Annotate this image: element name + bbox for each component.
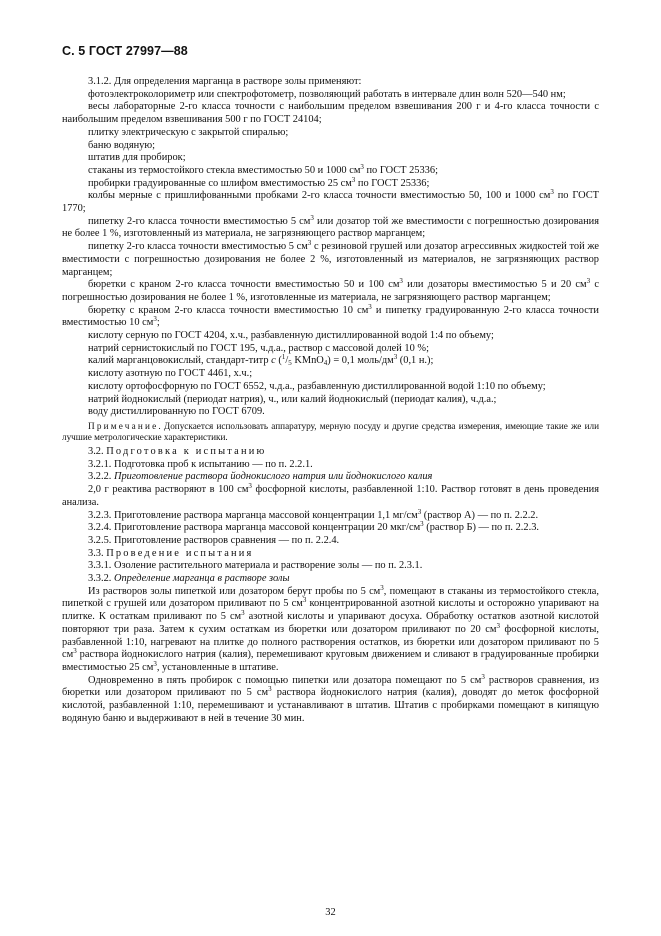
document-body xyxy=(62,76,599,725)
paragraph: пипетку 2-го класса точности вместимостью 5 $см^3$ с резиновой грушей или дозатор агрессивных жидкостей той же вместимости с погрешностью дозирования не более 2 %, изготовленный из материалов, не загрязняющих раствор марганцем; xyxy=(62,239,599,278)
paragraph: весы лабораторные 2-го класса точности с наибольшим пределом взвешивания 200 г и 4-го класса точности с наибольшим пределом взвешивания 500 г по ГОСТ 24104; xyxy=(62,101,599,126)
paragraph: Одновременно в пять пробирок с помощью пипетки или дозатора помещают по 5 $см^3$ растворов сравнения, из бюретки или дозатором приливают по 5 $см^3$ раствора йоднокислого натрия (калия), доводят до меток фосфорной кислотой, разбавленной 1:10, перемешивают и устанавливают в штатив. Штатив с пробирками помещают в кипящую водяную баню и выдерживают в ней в течение 30 мин. xyxy=(62,672,599,724)
paragraph: фотоэлектроколориметр или спектрофотометр, позволяющий работать в интервале длин волн 520—540 нм; xyxy=(88,88,566,100)
section-heading: 3.3. Проведение испытания xyxy=(88,547,254,559)
paragraph: штатив для пробирок; xyxy=(88,152,186,164)
paragraph: 3.2.4. Приготовление раствора марганца массовой концентрации 20 мкг/$см^3$ (раствор Б) — по п. 2.2.3. xyxy=(88,520,539,534)
paragraph: кислоту азотную по ГОСТ 4461, х.ч.; xyxy=(88,368,253,380)
paragraph: колбы мерные с пришлифованными пробками 2-го класса точности вместимостью 50, 100 и 1000 $см^3$ по ГОСТ 1770; xyxy=(62,188,599,215)
paragraph: воду дистиллированную по ГОСТ 6709. xyxy=(88,406,265,418)
note: Примечание. Допускается использовать аппаратуру, мерную посуду и другие средства измерения, имеющие такие же или лучшие метрологические характеристики. xyxy=(62,420,599,443)
paragraph: бюретки с краном 2-го класса точности вместимостью 50 и 100 $см^3$ или дозаторы вместимостью 5 и 20 $см^3$ с погрешностью дозирования не более 1 %, изготовленные из материала, не загрязняющего раствор марганцем; xyxy=(62,277,599,303)
paragraph: 3.2.5. Приготовление растворов сравнения — по п. 2.2.4. xyxy=(88,534,340,546)
paragraph: 3.3.1. Озоление растительного материала и растворение золы — по п. 2.3.1. xyxy=(88,560,423,572)
paragraph: кислоту серную по ГОСТ 4204, х.ч., разбавленную дистиллированной водой 1:4 по объему; xyxy=(88,330,494,342)
paragraph: 3.2.3. Приготовление раствора марганца массовой концентрации 1,1 $мг/см^3$ (раствор А) — по п. 2.2.2. xyxy=(88,507,539,521)
paragraph: стаканы из термостойкого стекла вместимостью 50 и 1000 $см^3$ по ГОСТ 25336; xyxy=(88,162,438,176)
paragraph: Из растворов золы пипеткой или дозатором берут пробы по 5 $см^3$, помещают в стаканы из термостойкого стекла, пипеткой с грушей или дозатором приливают по 5 $см^3$ концентрированной азотной кислоты и осторожно упаривают на плитке. К остаткам приливают по 5 $см^3$ азотной кислоты и упаривают досуха. Обработку остатков азотной кислотой повторяют три раза. Затем к сухим остаткам из бюретки или дозатором приливают по 20 $см^3$ фосфорной кислоты, разбавленной 1:10, нагревают на плитке до полного растворения остатков, из бюретки или дозатором приливают по 5 $см^3$ раствора йоднокислого натрия (калия), перемешивают круговым движением и сливают в градуированные пробирки вместимостью 25 $см^3$, установленные в штативе. xyxy=(62,583,599,673)
paragraph: баню водяную; xyxy=(88,139,156,151)
paragraph: пипетку 2-го класса точности вместимостью 5 $см^3$ или дозатор той же вместимости с погрешностью дозирования не более 1 %, изготовленный из материала, не загрязняющего раствор марганцем; xyxy=(62,213,599,240)
paragraph: 3.1.2. Для определения марганца в растворе золы применяют: xyxy=(88,76,362,87)
paragraph: кислоту ортофосфорную по ГОСТ 6552, ч.д.а., разбавленную дистиллированной водой 1:10 по объему; xyxy=(88,380,546,392)
paragraph: 3.2.1. Подготовка проб к испытанию — по п. 2.2.1. xyxy=(88,458,313,470)
paragraph: 2,0 г реактива растворяют в 100 $см^3$ фосфорной кислоты, разбавленной 1:10. Раствор готовят в день проведения анализа. xyxy=(62,482,599,508)
section-heading: 3.2. Подготовка к испытанию xyxy=(88,445,267,457)
paragraph: натрий йоднокислый (периодат натрия), ч., или калий йоднокислый (периодат калия), ч.д.а.; xyxy=(88,393,497,405)
page-number: 32 xyxy=(325,907,336,918)
paragraph: бюретку с краном 2-го класса точности вместимостью 10 $см^3$ и пипетку градуированную 2-го класса точности вместимостью 10 $см^3$; xyxy=(62,302,599,329)
note-label: Примечание xyxy=(88,420,159,431)
paragraph: плитку электрическую с закрытой спиралью; xyxy=(88,126,289,138)
page-header: С. 5 ГОСТ 27997—88 xyxy=(62,44,188,58)
paragraph: натрий сернистокислый по ГОСТ 195, ч.д.а., раствор с массовой долей 10 %; xyxy=(88,342,429,354)
paragraph: калий марганцовокислый, стандарт-титр c ($^1/_5$ KMnO$_4$) = 0,1 моль/$дм^3$ (0,1 н.); xyxy=(88,353,434,368)
subsection-heading: 3.3.2. Определение марганца в растворе золы xyxy=(88,573,290,585)
paragraph: пробирки градуированные со шлифом вместимостью 25 $см^3$ по ГОСТ 25336; xyxy=(88,175,430,189)
subsection-heading: 3.2.2. Приготовление раствора йоднокислого натрия или йоднокислого калия xyxy=(88,471,433,483)
